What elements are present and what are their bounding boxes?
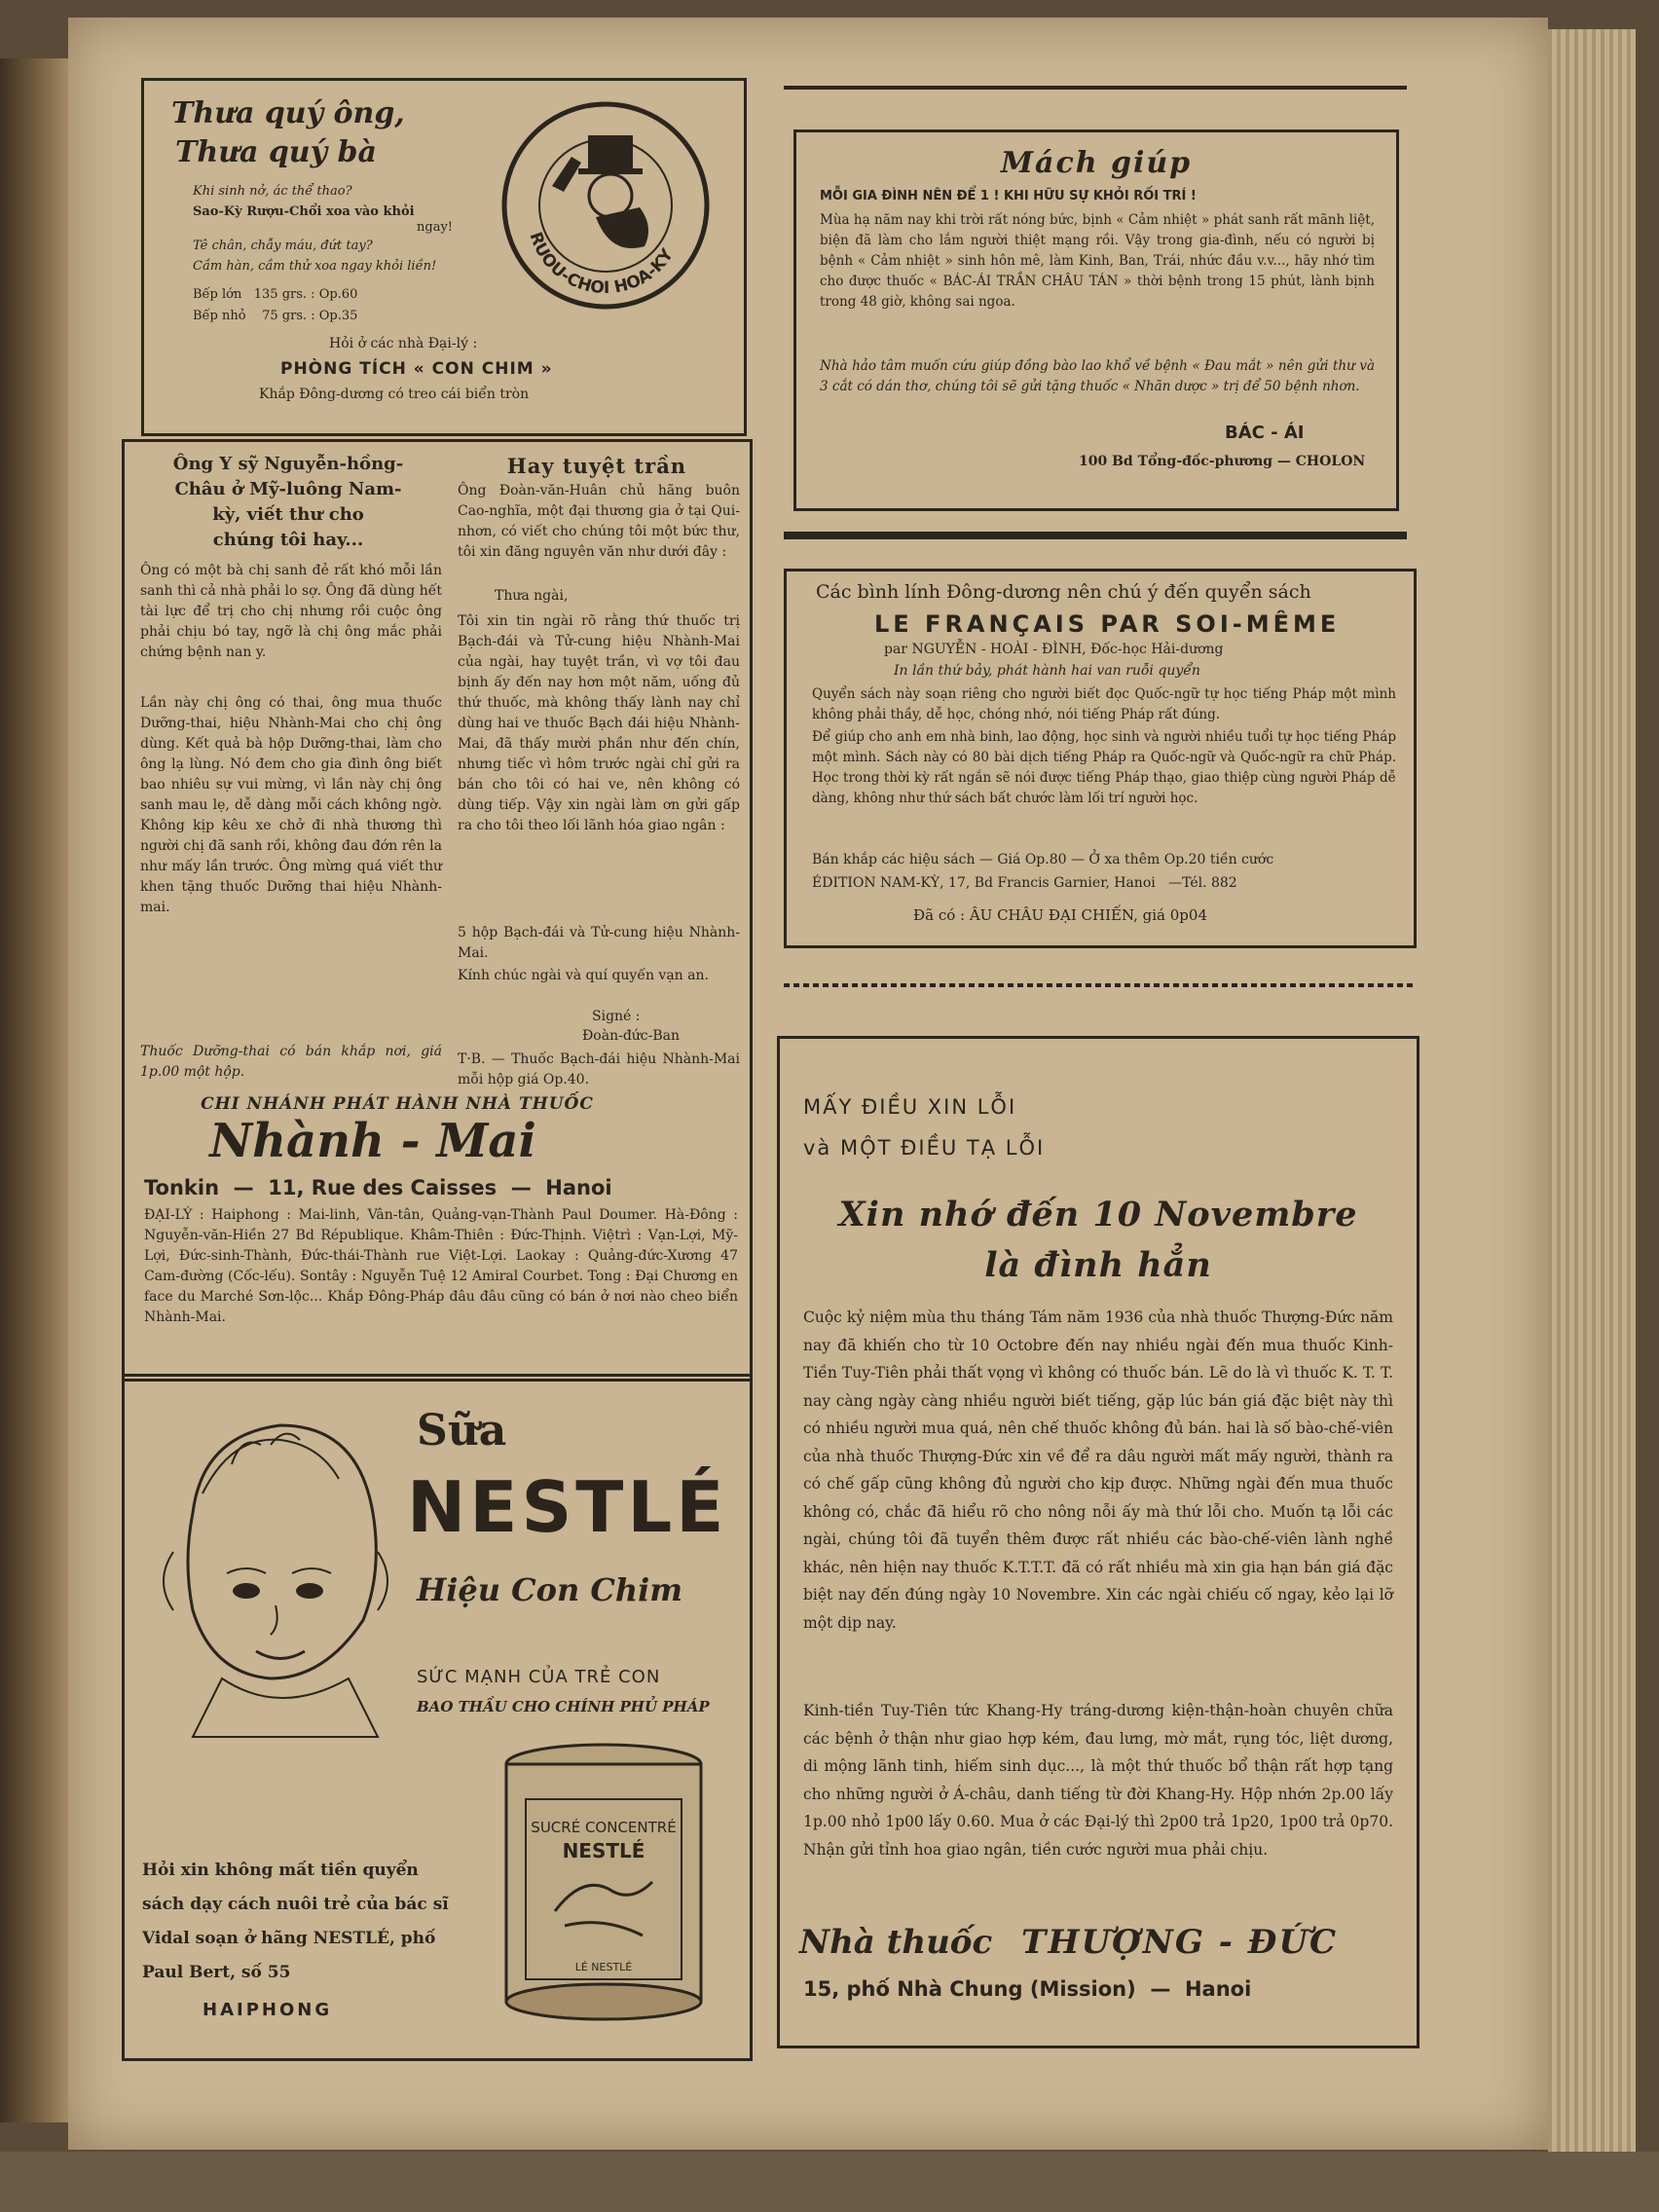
mach-body: Mùa hạ năm nay khi trời rất nóng bức, bịnh « Cảm nhiệt » phát sanh rất mãnh liệt, biện đã làm cho lắm người thiệt mạng rồi. Vậy trong gia-đình, nếu có người bị bệnh « Cảm nhiệt » sinh hôn mê, làm Kinh, Ban, Trái, nhức đầu v.v..., hãy nhớ tìm cho được thuốc « BÁC-ÁI TRẦN CHÂU TÁN » thời bệnh trong 15 phút, lành bịnh trong 48 giờ, không sai ngoa.	[820, 212, 1375, 310]
left-headline-1: Ông Y sỹ Nguyễn-hồng-	[172, 454, 404, 474]
francais-title: LE FRANÇAIS PAR SOI-MÊME	[874, 610, 1341, 638]
reminder-title-1: Xin nhớ đến 10 Novembre	[838, 1195, 1358, 1235]
nestle-slogan-2: BAO THẦU CHO CHÍNH PHỦ PHÁP	[417, 1698, 710, 1715]
mach-subtitle: MỖI GIA ĐÌNH NÊN ĐỂ 1 ! KHI HỮU SỰ KHỎI RỐI TRÍ !	[820, 189, 1197, 203]
svg-text:SUCRÉ CONCENTRÉ: SUCRÉ CONCENTRÉ	[531, 1819, 677, 1836]
nhanh-mai-address: Tonkin — 11, Rue des Caisses — Hanoi	[144, 1176, 612, 1199]
verse-line-1: Khi sinh nở, ác thể thao?	[193, 184, 352, 199]
thuong-brand-prefix: Nhà thuốc	[799, 1923, 993, 1962]
left-headline-2: Châu ở Mỹ-luông Nam-	[174, 479, 402, 499]
greeting-line-2: Thưa quý bà	[175, 135, 377, 169]
nestle-brand: NESTLÉ	[407, 1466, 728, 1548]
left-note: Thuốc Dưỡng-thai có bán khắp nơi, giá 1p.00 một hộp.	[140, 1044, 442, 1080]
thuong-body-2: Kinh-tiền Tuy-Tiên tức Khang-Hy tráng-dương kiện-thận-hoàn chuyên chữa các bệnh ở thận như giao hợp kém, đau lưng, mờ mắt, rụng tóc, liệt dương, di mộng lãnh tinh, hiếm sinh dục..., là một thứ thuốc bổ thận rất hợp tạng cho những người ở Á-châu, danh tiếng từ đời Khang-Hy. Hộp nhớn 2p.00 lấy 1p.00 nhỏ 1p00 lấy 0.60. Mua ở các Đại-lý thì 2p00 trả 1p20, 1p00 trả 0p70. Nhận gửi tỉnh hoa giao ngân, tiền cước người mua phải chịu.	[803, 1702, 1393, 1859]
right-salute: Thưa ngài,	[495, 588, 569, 604]
nhanh-mai-agents: ĐẠI-LÝ : Haiphong : Mai-linh, Vân-tân, Quảng-vạn-Thành Paul Doumer. Hà-Đông : Nguyễn-văn-Hiền 27 Bd République. Khâm-Thiên : Đức-Thịnh. Việtrì : Vạn-Lợi, Mỹ-Lợi, Đức-sinh-Thành, Đức-thái-Thành rue Việt-Lợi. Laokay : Quảng-đức-Xương 47 Cam-đường (Cốc-lếu). Sontây : Nguyễn Tuệ 12 Amiral Courbet. Tong : Đại Chương en face du Marché Sơn-lộc... Khắp Đông-Pháp đâu đâu cũng có bán ở nơi nào cheo biển Nhành-Mai.	[144, 1207, 738, 1325]
francais-author: par NGUYỄN - HOÀI - ĐÌNH, Đốc-học Hải-dương	[884, 642, 1224, 657]
shop-name: PHÒNG TÍCH « CON CHIM »	[280, 359, 553, 379]
right-story: Ông Đoàn-văn-Huân chủ hãng buôn Cao-nghĩa, một đại thương gia ở tại Qui-nhơn, có viết cho chúng tôi một bức thư, tôi xin đăng nguyên văn như dưới đây :	[458, 483, 740, 560]
agents-line: Hỏi ở các nhà Đại-lý :	[329, 336, 478, 351]
book-binding	[0, 58, 68, 2122]
svg-text:LÉ NESTLÉ: LÉ NESTLÉ	[574, 1961, 633, 1973]
thuong-duc-ad	[777, 1036, 1419, 2048]
background-surface	[0, 2152, 1659, 2212]
right-signer: Đoàn-đức-Ban	[582, 1028, 681, 1044]
ruou-choi-ad	[141, 78, 747, 436]
apology-head-1: MẤY ĐIỀU XIN LỖI	[803, 1095, 1017, 1119]
verse-line-3: Tê chân, chẫy máu, đứt tay?	[193, 239, 373, 253]
nestle-city: HAIPHONG	[203, 2000, 333, 2020]
francais-also: Đã có : ÂU CHÂU ĐẠI CHIẾN, giá 0p04	[913, 906, 1207, 924]
newspaper-page	[68, 18, 1548, 2150]
nestle-offer: Hỏi xin không mất tiền quyển sách dạy cách nuôi trẻ của bác sĩ Vidal soạn ở hãng NESTLÉ, phố Paul Bert, số 55	[142, 1861, 449, 1982]
francais-edition: In lần thứ bảy, phát hành hai van ruỗi quyển	[894, 663, 1200, 679]
price-large: Bếp lớn 135 grs. : Op.60	[193, 287, 358, 302]
thuong-brand-name: THƯỢNG - ĐỨC	[1021, 1923, 1339, 1962]
mid-rule-right	[784, 532, 1407, 539]
svg-text:RUOU-CHOI HOA-KY: RUOU-CHOI HOA-KY	[525, 230, 678, 299]
mach-brand: BÁC - ÁI	[1225, 423, 1305, 443]
top-rule-right	[784, 86, 1407, 90]
nhanh-mai-ad	[122, 439, 753, 1382]
mach-address: 100 Bd Tổng-đốc-phương — CHOLON	[1079, 454, 1366, 469]
nestle-slogan-1: SỨC MẠNH CỦA TRẺ CON	[417, 1667, 661, 1687]
greeting-line-1: Thưa quý ông,	[171, 96, 405, 130]
condensed-milk-can	[497, 1741, 711, 2023]
nestle-sua: Sữa	[417, 1406, 507, 1456]
ruou-choi-logo	[498, 98, 713, 313]
thuong-brand	[799, 1923, 1338, 1962]
left-story-2: Lần này chị ông có thai, ông mua thuốc Dưỡng-thai, hiệu Nhành-Mai cho chị ông dùng. Kết quả bà hộp Dưỡng-thai, làm cho ông lạ lùng. Nó đem cho gia đình ông biết bao nhiêu sự vui mừng, vì lần này chị ông sanh mau lẹ, dễ dàng mỗi cách không ngờ. Không kịp kêu xe chở đi nhà thương thì người chị đã sanh rồi, không đau đớn rên la như mấy lần trước. Ông mừng quá viết thư khen tặng thuốc Dưỡng thai hiệu Nhành-mai.	[140, 695, 442, 915]
mach-body-2: Nhà hảo tâm muốn cứu giúp đồng bào lao khổ về bệnh « Đau mắt » nên gửi thư và 3 cắt có dán thơ, chúng tôi sẽ gửi tặng thuốc « Nhãn dược » trị để 50 bệnh nhơn.	[820, 358, 1375, 394]
right-tb: T·B. — Thuốc Bạch-đái hiệu Nhành-Mai mỗi hộp giá Op.40.	[458, 1051, 740, 1088]
branch-line: CHI NHÁNH PHÁT HÀNH NHÀ THUỐC	[201, 1094, 594, 1114]
verse-line-2b: ngay!	[417, 220, 454, 235]
right-headline: Hay tuyệt trần	[506, 454, 687, 478]
price-small: Bếp nhỏ 75 grs. : Op.35	[193, 309, 358, 323]
left-headline-3: kỳ, viết thư cho	[212, 504, 364, 525]
verse-line-4: Cầm hàn, cầm thử xoa ngay khỏi liền!	[193, 259, 437, 274]
left-story: Ông có một bà chị sanh đẻ rất khó mỗi lần sanh thì cả nhà phải lo sợ. Ông đã dùng hết tài lực để trị cho chị nhưng rồi cuộc ông phải chịu bó tay, ngỡ là chị ông mắc phải chứng bệnh nan y.	[140, 563, 442, 660]
left-headline-4: chúng tôi hay...	[212, 530, 364, 550]
page-edges	[1548, 29, 1636, 2152]
francais-publisher: ÉDITION NAM-KỲ, 17, Bd Francis Garnier, Hanoi —Tél. 882	[812, 875, 1237, 891]
right-close: Kính chúc ngài và quí quyến vạn an.	[458, 968, 709, 983]
nestle-sub: Hiệu Con Chim	[417, 1571, 683, 1608]
francais-intro: Các bình lính Đông-dương nên chú ý đến quyển sách	[816, 581, 1311, 603]
svg-text:NESTLÉ: NESTLÉ	[562, 1839, 645, 1862]
thuong-body: Cuộc kỷ niệm mùa thu tháng Tám năm 1936 của nhà thuốc Thượng-Đức năm nay đã khiến cho từ 10 Octobre đến nay nhiều ngài đến mua thuốc Kinh-Tiền Tuy-Tiên phải thất vọng vì không có thuốc bán. Lẽ do là vì thuốc K. T. T. nay càng ngày càng nhiều người biết tiếng, gặp lúc bán giá đặc biệt này thì có nhiều người mua quá, nên chế thuốc không đủ bán. hai là số bào-chế-viên của nhà thuốc Thượng-Đức xin về để ra dâu người mất mấy người, thành ra có chế gấp cũng không đủ người cho kịp được. Những ngài đến mua thuốc không có, chắc đã hiểu rõ cho nông nỗi ấy mà thứ lỗi cho. Muốn tạ lỗi các ngài, chúng tôi đã tuyển thêm được rất nhiều các bào-chế-viên lành nghề khác, nên hiện nay thuốc K.T.T.T. đã có rất nhiều mà xin gia hạn bán giá đặc biệt nay đến đúng ngày 10 Novembre. Xin các ngài chiếu cố ngay, kẻo lại lỡ một dịp nay.	[803, 1309, 1393, 1632]
right-letter: Tôi xin tin ngài rõ rằng thứ thuốc trị Bạch-đái và Tử-cung hiệu Nhành-Mai của ngài, hay tuyệt trần, vì vợ tôi đau bịnh ấy đến nay hơn một năm, uống đủ thứ thuốc, mà không thấy lành nay chỉ dùng hai ve thuốc Bạch đái hiệu Nhành-Mai, đã thấy mười phần như đến chín, nhưng tiếc vì hôm trước ngài chỉ gửi ra bán cho tôi có hai ve, nên không có dùng tiếp. Vậy xin ngài làm ơn gửi gấp ra cho tôi theo lối lãnh hóa giao ngân :	[458, 613, 740, 833]
shop-note: Khắp Đông-dương có treo cái biển tròn	[259, 387, 530, 402]
right-signe: Signé :	[592, 1009, 641, 1024]
nestle-ad	[122, 1374, 753, 2061]
mach-title: Mách giúp	[1000, 146, 1193, 180]
baby-illustration	[134, 1406, 426, 1756]
thuong-address: 15, phố Nhà Chung (Mission) — Hanoi	[803, 1977, 1252, 2001]
verse-line-2: Sao-Kỳ Rượu-Chổi xoa vào khỏi	[193, 204, 415, 219]
francais-body: Quyển sách này soạn riêng cho người biết đọc Quốc-ngữ tự học tiếng Pháp một mình không phải thầy, dễ học, chóng nhớ, nói tiếng Pháp rất đúng.	[812, 686, 1396, 722]
reminder-title-2: là đình hẳn	[984, 1245, 1212, 1285]
francais-body-2: Để giúp cho anh em nhà binh, lao động, học sinh và người nhiều tuổi tự học tiếng Pháp một mình. Sách này có 80 bài dịch tiếng Pháp ra Quốc-ngữ và Quốc-ngữ ra chữ Pháp. Học trong thời kỳ rất ngắn sẽ nói được tiếng Pháp thạo, giao thiệp cùng người Pháp dễ dàng, không như thứ sách bất chước làm lối trí người học.	[812, 729, 1396, 806]
right-order: 5 hộp Bạch-đái và Tử-cung hiệu Nhành-Mai.	[458, 925, 740, 961]
francais-sale: Bán khắp các hiệu sách — Giá Op.80 — Ở xa thêm Op.20 tiền cước	[812, 852, 1274, 867]
mach-giup-ad	[793, 129, 1399, 511]
nhanh-mai-brand: Nhành - Mai	[209, 1114, 536, 1168]
apology-head-2: và MỘT ĐIỀU TẠ LỖI	[803, 1136, 1046, 1160]
francais-ad	[784, 569, 1417, 948]
dotted-rule	[784, 983, 1417, 987]
